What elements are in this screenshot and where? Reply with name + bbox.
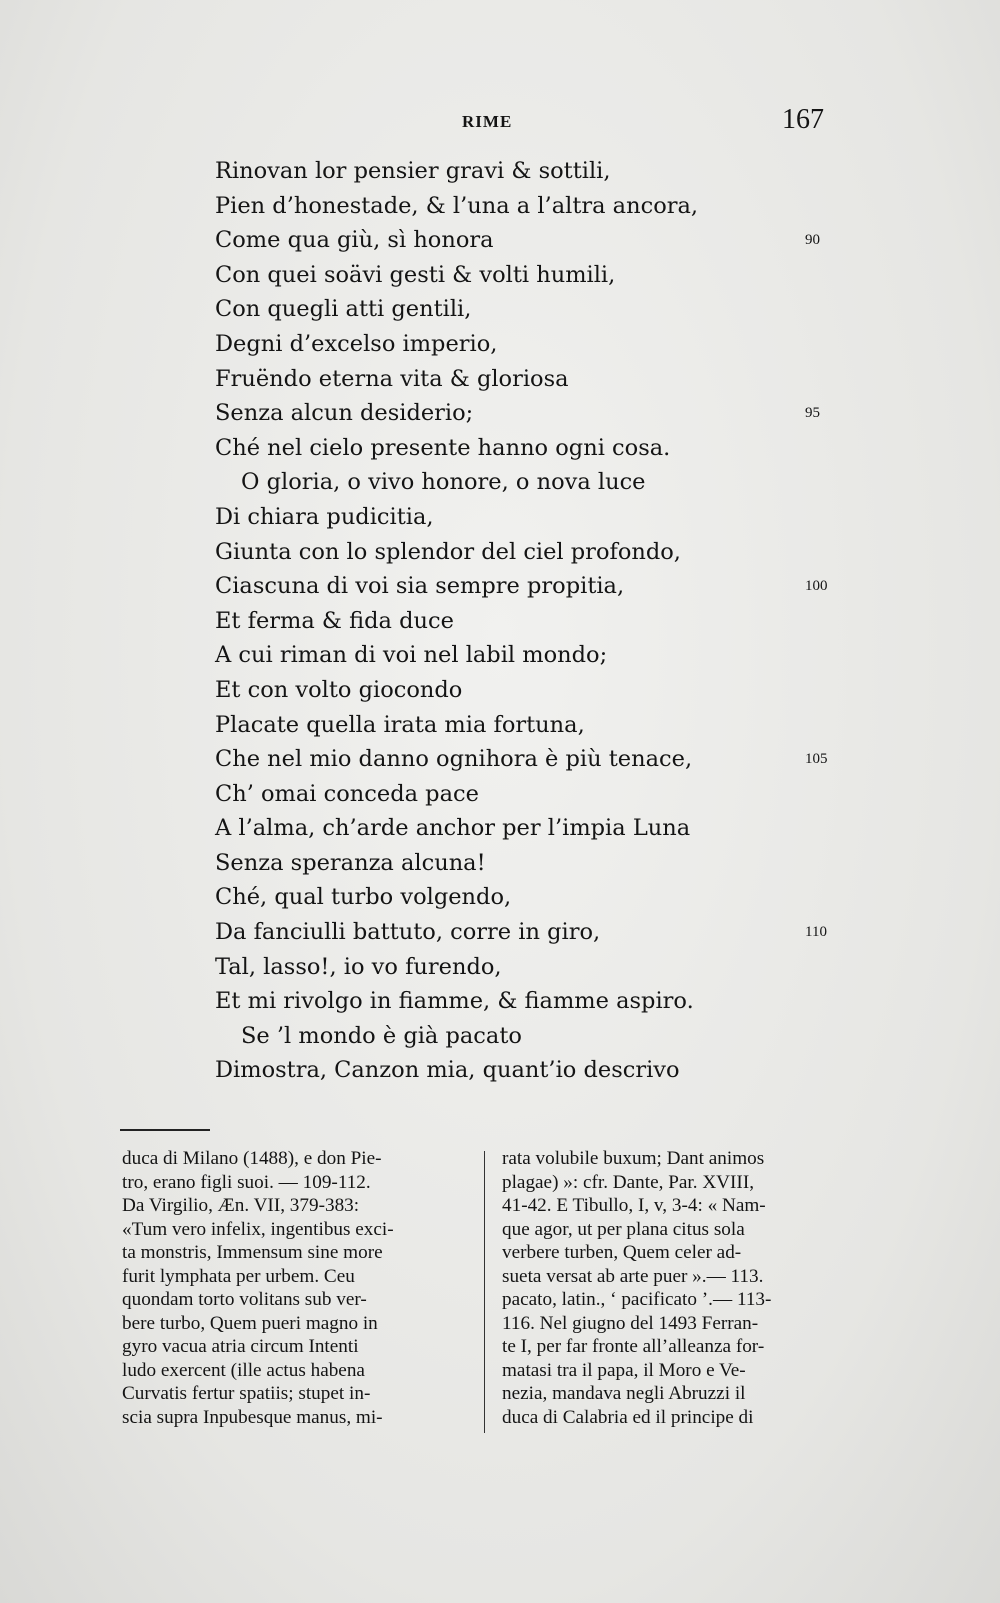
verse-text: Ché, qual turbo volgendo, xyxy=(215,884,512,911)
verse-line xyxy=(215,362,835,397)
verse-line xyxy=(215,777,835,812)
footnote-line: verbere turben, Quem celer ad- xyxy=(502,1242,742,1263)
line-number: 95 xyxy=(805,405,820,422)
verse-text: Senza speranza alcuna! xyxy=(215,849,486,876)
footnote-line: rata volubile buxum; Dant animos xyxy=(502,1148,765,1169)
verse-text: Che nel mio danno ognihora è più tenace, xyxy=(215,746,693,773)
verse-line xyxy=(215,811,835,846)
poem-text xyxy=(215,154,835,1088)
verse-line xyxy=(215,569,835,604)
verse-text: Con quei soävi gesti & volti humili, xyxy=(215,261,616,288)
verse-text: Ché nel cielo presente hanno ogni cosa. xyxy=(215,434,671,461)
footnote-line: Curvatis fertur spatiis; stupet in- xyxy=(122,1383,371,1404)
verse-text: Dimostra, Canzon mia, quant’io descrivo xyxy=(215,1057,680,1084)
footnotes xyxy=(120,1147,860,1437)
footnote-line: te I, per far fronte all’alleanza for- xyxy=(502,1336,765,1357)
footnote-line: duca di Calabria ed il principe di xyxy=(502,1406,754,1428)
verse-line xyxy=(215,984,835,1019)
footnote-line: gyro vacua atria circum Intenti xyxy=(122,1336,359,1357)
line-number: 110 xyxy=(805,924,827,941)
footnote-line: matasi tra il papa, il Moro e Ve- xyxy=(502,1359,746,1381)
verse-text: Et mi rivolgo in fiamme, & fiamme aspiro. xyxy=(215,988,694,1015)
verse-line xyxy=(215,1053,835,1088)
verse-line xyxy=(215,431,835,466)
verse-line xyxy=(215,604,835,639)
running-head: RIME xyxy=(462,112,513,131)
verse-text: Se ’l mondo è già pacato xyxy=(241,1022,522,1049)
footnote-line: duca di Milano (1488), e don Pie- xyxy=(122,1148,382,1169)
line-number: 100 xyxy=(805,578,828,595)
verse-line xyxy=(215,742,835,777)
verse-line xyxy=(215,327,835,362)
footnote-line: ludo exercent (ille actus habena xyxy=(122,1359,365,1381)
verse-line xyxy=(215,500,835,535)
verse-text: Placate quella irata mia fortuna, xyxy=(215,711,585,738)
verse-text: Fruëndo eterna vita & gloriosa xyxy=(215,365,569,392)
verse-text: Come qua giù, sì honora xyxy=(215,227,494,254)
verse-line xyxy=(215,292,835,327)
verse-text: Ciascuna di voi sia sempre propitia, xyxy=(215,573,625,600)
verse-line xyxy=(215,258,835,293)
verse-line xyxy=(215,535,835,570)
footnote-line: sueta versat ab arte puer ».— 113. xyxy=(502,1265,764,1287)
footnote-column-left xyxy=(122,1147,462,1429)
verse-text: A cui riman di voi nel labil mondo; xyxy=(215,642,608,669)
footnote-line: pacato, latin., ‘ pacificato ’.— 113- xyxy=(502,1289,772,1310)
verse-text: Degni d’excelso imperio, xyxy=(215,330,498,357)
footnote-line: quondam torto volitans sub ver- xyxy=(122,1289,367,1310)
footnote-line: que agor, ut per plana citus sola xyxy=(502,1218,745,1240)
page-number: 167 xyxy=(782,104,824,135)
footnote-column-right xyxy=(502,1147,842,1429)
verse-text: Tal, lasso!, io vo furendo, xyxy=(215,953,502,980)
footnote-line: 41-42. E Tibullo, I, v, 3-4: « Nam- xyxy=(502,1195,766,1216)
verse-text: Pien d’honestade, & l’una a l’altra ancora, xyxy=(215,192,699,219)
footnote-line: scia supra Inpubesque manus, mi- xyxy=(122,1406,383,1428)
footnote-line: bere turbo, Quem pueri magno in xyxy=(122,1312,378,1334)
verse-line xyxy=(215,465,835,500)
verse-line xyxy=(215,846,835,881)
verse-text: Ch’ omai conceda pace xyxy=(215,780,479,807)
footnote-line: 116. Nel giugno del 1493 Ferran- xyxy=(502,1312,759,1334)
verse-text: A l’alma, ch’arde anchor per l’impia Luna xyxy=(215,815,691,842)
verse-line xyxy=(215,638,835,673)
verse-text: Et con volto giocondo xyxy=(215,676,463,703)
verse-line xyxy=(215,950,835,985)
footnote-line: Da Virgilio, Æn. VII, 379-383: xyxy=(122,1195,360,1216)
footnote-rule xyxy=(120,1129,210,1131)
verse-text: Giunta con lo splendor del ciel profondo, xyxy=(215,538,681,565)
verse-line xyxy=(215,673,835,708)
footnote-line: «Tum vero infelix, ingentibus exci- xyxy=(122,1218,394,1240)
verse-line xyxy=(215,189,835,224)
footnote-line: furit lymphata per urbem. Ceu xyxy=(122,1265,355,1287)
verse-line xyxy=(215,223,835,258)
verse-text: Et ferma & fida duce xyxy=(215,607,454,634)
verse-text: Di chiara pudicitia, xyxy=(215,503,434,530)
verse-line xyxy=(215,915,835,950)
verse-text: O gloria, o vivo honore, o nova luce xyxy=(241,469,646,496)
footnote-line: plagae) »: cfr. Dante, Par. XVIII, xyxy=(502,1171,755,1193)
page-header xyxy=(0,104,1000,144)
verse-text: Rinovan lor pensier gravi & sottili, xyxy=(215,158,611,184)
verse-text: Con quegli atti gentili, xyxy=(215,296,472,323)
verse-line xyxy=(215,708,835,743)
verse-text: Senza alcun desiderio; xyxy=(215,400,474,427)
line-number: 90 xyxy=(805,232,820,249)
verse-text: Da fanciulli battuto, corre in giro, xyxy=(215,919,601,946)
verse-line xyxy=(215,154,835,189)
footnote-line: tro, erano figli suoi. — 109-112. xyxy=(122,1171,371,1193)
footnote-line: ta monstris, Immensum sine more xyxy=(122,1242,383,1263)
line-number: 105 xyxy=(805,751,828,768)
verse-line xyxy=(215,396,835,431)
footnote-line: nezia, mandava negli Abruzzi il xyxy=(502,1383,746,1404)
column-divider xyxy=(484,1151,485,1433)
verse-line xyxy=(215,1019,835,1054)
verse-line xyxy=(215,880,835,915)
